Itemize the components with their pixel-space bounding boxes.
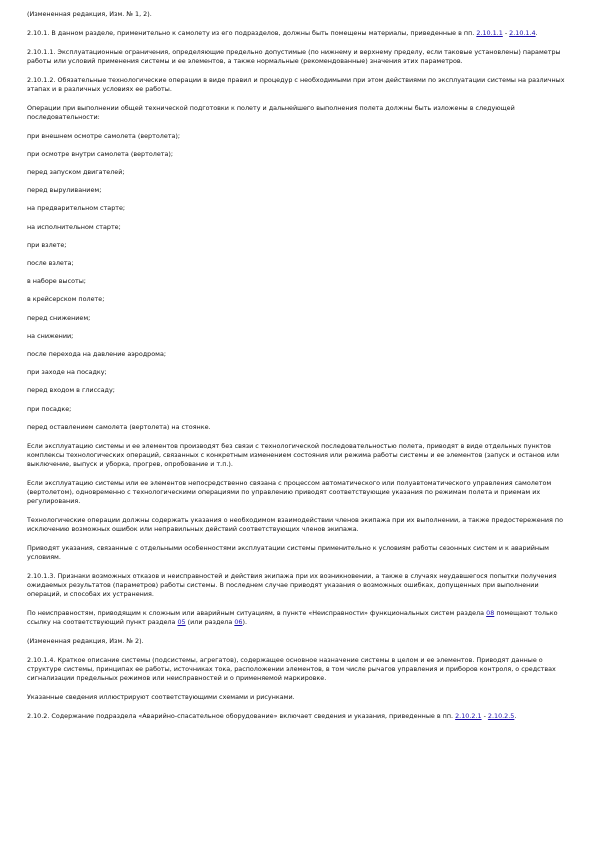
- stage-item: на снижении;: [27, 331, 74, 340]
- paragraph-text: 2.10.2. Содержание подраздела «Аварийно-спасательное оборудование» включает сведения и указания, приведенные в пп.: [27, 712, 454, 721]
- stage-item: после взлета;: [27, 259, 74, 268]
- link-2-10-2-5[interactable]: 2.10.2.5: [487, 712, 515, 721]
- paragraph-illustrate: Указанные сведения иллюстрируют соответствующими схемами и рисунками.: [27, 693, 295, 702]
- dash-text: -: [481, 712, 488, 721]
- stage-item: на предварительном старте;: [27, 204, 126, 213]
- stage-item: перед запуском двигателей;: [27, 168, 125, 176]
- link-section-05[interactable]: 05: [177, 618, 186, 627]
- paragraph-2-10-2: [27, 712, 572, 721]
- edition-note: (Измененная редакция, Изм. № 1, 2).: [27, 10, 152, 18]
- stage-item: при посадке;: [27, 404, 72, 413]
- dash-text: -: [502, 28, 510, 37]
- paragraph-text: (или раздела: [185, 618, 233, 627]
- paragraph-2-10-1-3: 2.10.1.3. Признаки возможных отказов и неисправностей и действия экипажа при их возникновении, а также в случаях неудавшегося попытки получения ожидаемых результатов (параметров) работы системы. В последнем случае приводят указания о возможных ошибках, допущенных при выполнении операций, и способах их устранения.: [27, 572, 557, 599]
- stage-item: перед входом в глиссаду;: [27, 386, 115, 395]
- paragraph-2-10-1-4: 2.10.1.4. Краткое описание системы (подсистемы, агрегатов), содержащее основное назначение системы в целом и ее элементов. Приводят данные о структуре системы, принципах ее работы, источниках тока, расположении элементов, в том числе рычагов управления и приборов контроля, о средствах сигнализации предельных режимов или неисправностей и о применяемой маркировке.: [27, 656, 556, 683]
- stage-item: после перехода на давление аэродрома;: [27, 350, 167, 359]
- link-section-06[interactable]: 06: [234, 618, 243, 627]
- link-section-08[interactable]: 08: [486, 609, 495, 618]
- paragraph-text: ).: [242, 618, 248, 627]
- paragraph-if-direct: Если эксплуатацию системы или ее элементов непосредственно связана с процессом автоматического или полуавтоматического управления самолетом (вертолетом), одновременно с технологическими операциями по управлению приводят соответствующие указания по режимам полета и приемам их регулирования.: [27, 478, 552, 506]
- paragraph-2-10-1-2: 2.10.1.2. Обязательные технологические операции в виде правил и процедур с необходимыми при этом действиями по эксплуатации системы на различных этапах и в различных условиях ее работы.: [27, 75, 565, 93]
- paragraph-if-no-link: Если эксплуатацию системы и ее элементов производят без связи с технологической последовательностью полета, приводят в виде отдельных пунктов комплексы технологических операций, связанных с конкретным изменением состояния или режима работы системы и ее элементов (запуск и останов или выключение, выпуск и уборка, прогрев, опробование и т.п.).: [27, 441, 560, 469]
- document-page: [27, 10, 572, 721]
- stage-item: на исполнительном старте;: [27, 222, 121, 231]
- operations-intro: Операции при выполнении общей технической подготовки к полету и дальнейшего выполнения полета должны быть изложены в следующей последовательности:: [27, 103, 515, 121]
- paragraph-tech-ops: Технологические операции должны содержать указания о необходимом взаимодействии членов экипажа при их выполнении, а также предостережения по исключению возможных ошибок или неправильных действий соответствующих членов экипажа.: [27, 516, 564, 534]
- paragraph-2-10-1-1: 2.10.1.1. Эксплуатационные ограничения, определяющие предельно допустимые (по нижнему и верхнему пределу, если таковые установлены) параметры работы или условий применения системы и ее элементов, а также нормальные (рекомендованные) значения этих параметров.: [27, 47, 561, 65]
- period-text: .: [535, 28, 538, 37]
- stage-item: перед снижением;: [27, 313, 91, 322]
- stage-item: перед выруливанием;: [27, 186, 102, 195]
- edition-note: (Измененная редакция, Изм. № 2).: [27, 637, 144, 646]
- stage-item: при взлете;: [27, 240, 67, 249]
- stage-item: в наборе высоты;: [27, 277, 86, 286]
- paragraph-text: помещают только ссылку на соответствующий пункт раздела: [27, 609, 558, 627]
- stage-item: перед оставлением самолета (вертолета) на стоянке.: [27, 422, 211, 431]
- link-2-10-1-4[interactable]: 2.10.1.4: [509, 28, 536, 37]
- stage-item: при заходе на посадку;: [27, 368, 107, 377]
- paragraph-2-10-1: [27, 29, 572, 38]
- stage-item: при внешнем осмотре самолета (вертолета);: [27, 131, 181, 140]
- stage-item: при осмотре внутри самолета (вертолета);: [27, 149, 174, 158]
- paragraph-text: 2.10.1. В данном разделе, применительно к самолету из его подразделов, должны быть помещены материалы, приведенные в пп.: [27, 28, 475, 37]
- stage-item: в крейсерском полете;: [27, 295, 105, 304]
- paragraph-faults: [27, 609, 572, 627]
- paragraph-provide: Приводят указания, связанные с отдельными особенностями эксплуатации системы применительно к условиям работы сезонных систем и к аварийным условиям.: [27, 544, 549, 562]
- paragraph-text: По неисправностям, приводящим к сложным или аварийным ситуациям, в пункте «Неисправности» функциональных систем раздела: [27, 609, 485, 618]
- link-2-10-1-1[interactable]: 2.10.1.1: [476, 28, 503, 37]
- period-text: .: [514, 712, 517, 721]
- link-2-10-2-1[interactable]: 2.10.2.1: [455, 712, 482, 721]
